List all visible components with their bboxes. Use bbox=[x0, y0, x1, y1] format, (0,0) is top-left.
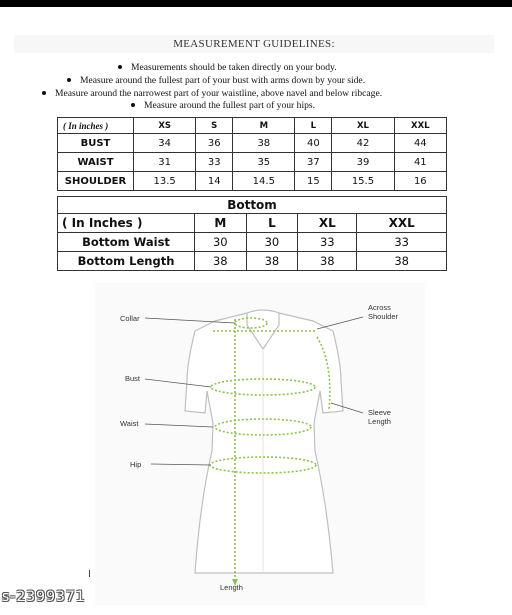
table-cell: 38 bbox=[195, 252, 247, 271]
table-cell: 13.5 bbox=[134, 172, 196, 191]
guideline-item: Measure around the fullest part of your bust with arms down by your side. bbox=[67, 75, 365, 86]
table-cell: 14 bbox=[196, 172, 233, 191]
table-row bbox=[58, 134, 447, 153]
garment-outline bbox=[185, 313, 343, 573]
table-cell: 33 bbox=[357, 233, 447, 252]
guideline-item: Measure around the fullest part of your hips. bbox=[131, 100, 315, 111]
bottom-table-title: Bottom bbox=[58, 197, 447, 214]
garment-illustration bbox=[95, 283, 425, 605]
collar-label: Collar bbox=[120, 314, 140, 323]
table-cell: 14.5 bbox=[233, 172, 295, 191]
table-cell: 31 bbox=[134, 153, 196, 172]
bust-label: Bust bbox=[125, 374, 141, 383]
bullet-icon bbox=[131, 103, 135, 107]
table-row bbox=[58, 233, 447, 252]
measurement-diagram bbox=[95, 283, 425, 605]
bullet-icon bbox=[67, 78, 71, 82]
sleeve-length-label: Sleeve Length bbox=[368, 408, 391, 426]
header-cell: M bbox=[195, 214, 247, 233]
length-label: Length bbox=[220, 583, 243, 592]
bullet-icon bbox=[42, 91, 46, 95]
table-cell: 33 bbox=[196, 153, 233, 172]
row-label: SHOULDER bbox=[58, 172, 134, 191]
header-cell: XL bbox=[332, 118, 394, 134]
table-cell: 38 bbox=[357, 252, 447, 271]
guideline-item: Measurements should be taken directly on your body. bbox=[118, 62, 337, 73]
header-cell: L bbox=[295, 118, 332, 134]
table-row bbox=[58, 172, 447, 191]
bottom-table-header bbox=[58, 214, 447, 233]
header-cell: L bbox=[246, 214, 298, 233]
table-cell: 44 bbox=[394, 134, 446, 153]
header-cell: S bbox=[196, 118, 233, 134]
hip-label: Hip bbox=[130, 460, 142, 469]
tick-mark bbox=[89, 570, 90, 577]
header-cell: XL bbox=[298, 214, 357, 233]
table-cell: 15.5 bbox=[332, 172, 394, 191]
header-cell: XXL bbox=[394, 118, 446, 134]
table-cell: 41 bbox=[394, 153, 446, 172]
table-cell: 16 bbox=[394, 172, 446, 191]
header-cell: XS bbox=[134, 118, 196, 134]
table-cell: 35 bbox=[233, 153, 295, 172]
top-bar bbox=[0, 0, 512, 7]
row-label: BUST bbox=[58, 134, 134, 153]
table-cell: 38 bbox=[298, 252, 357, 271]
table-cell: 33 bbox=[298, 233, 357, 252]
table-row bbox=[58, 153, 447, 172]
table-cell: 42 bbox=[332, 134, 394, 153]
watermark: s-2399371 bbox=[2, 589, 86, 605]
page-heading: MEASUREMENT GUIDELINES: bbox=[14, 35, 494, 53]
row-label: Bottom Waist bbox=[58, 233, 195, 252]
table-cell: 40 bbox=[295, 134, 332, 153]
row-label: WAIST bbox=[58, 153, 134, 172]
table-cell: 30 bbox=[195, 233, 247, 252]
table-cell: 34 bbox=[134, 134, 196, 153]
table-row bbox=[58, 252, 447, 271]
table-cell: 15 bbox=[295, 172, 332, 191]
header-cell: M bbox=[233, 118, 295, 134]
table-cell: 39 bbox=[332, 153, 394, 172]
guideline-item: Measure around the narrowest part of your waistline, above navel and below ribcage. bbox=[42, 88, 382, 99]
bottom-size-table bbox=[57, 196, 447, 271]
waist-label: Waist bbox=[120, 419, 139, 428]
size-chart-table bbox=[57, 117, 447, 191]
table-cell: 37 bbox=[295, 153, 332, 172]
table-cell: 36 bbox=[196, 134, 233, 153]
table-cell: 30 bbox=[246, 233, 298, 252]
table-cell: 38 bbox=[246, 252, 298, 271]
header-cell: ( In inches ) bbox=[58, 118, 134, 134]
bottom-table-title-row bbox=[58, 197, 447, 214]
across-shoulder-label: Across Shoulder bbox=[368, 303, 399, 321]
size-chart-header bbox=[58, 118, 447, 134]
table-cell: 38 bbox=[233, 134, 295, 153]
row-label: Bottom Length bbox=[58, 252, 195, 271]
header-cell: XXL bbox=[357, 214, 447, 233]
header-cell: ( In Inches ) bbox=[58, 214, 195, 233]
bullet-icon bbox=[118, 65, 122, 69]
